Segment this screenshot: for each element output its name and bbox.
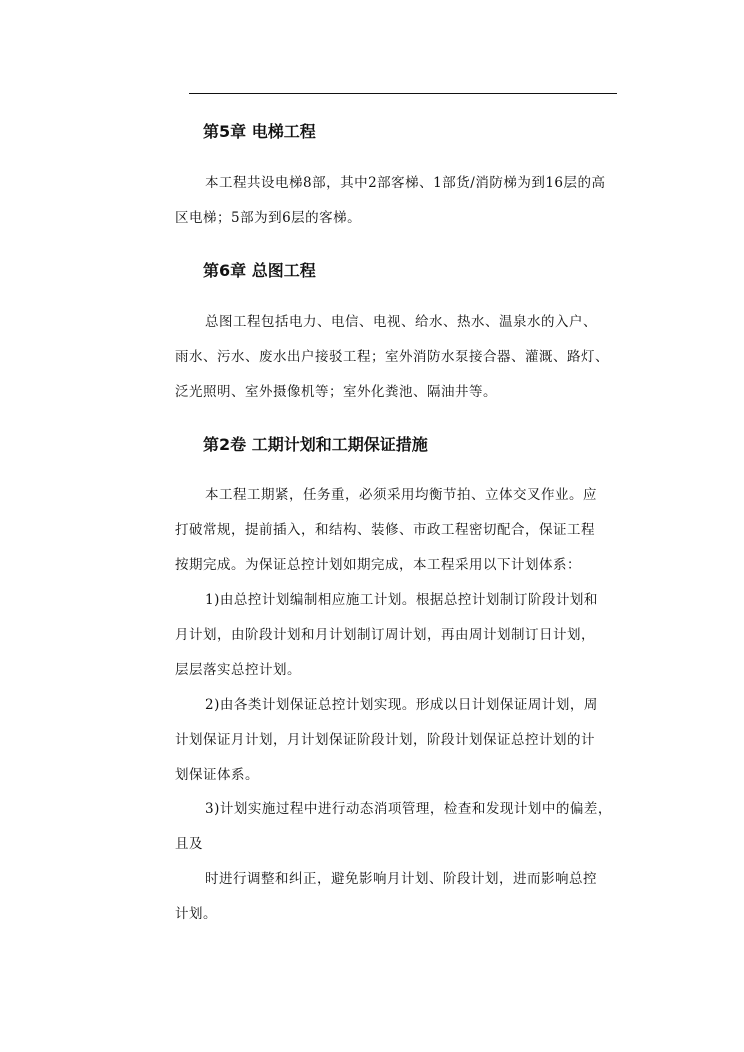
chapter6-line-2: 雨水、污水、废水出户接驳工程；室外消防水泵接合器、灌溉、路灯、 (175, 349, 609, 365)
volume2-heading: 第2卷 工期计划和工期保证措施 (203, 435, 428, 454)
volume2-intro-line-2: 打破常规，提前插入，和结构、装修、市政工程密切配合，保证工程 (175, 522, 595, 538)
item3-line-4: 计划。 (175, 906, 217, 922)
item1-line-3: 层层落实总控计划。 (175, 662, 301, 678)
chapter5-line-2: 区电梯；5部为到6层的客梯。 (175, 210, 362, 226)
chapter6-heading: 第6章 总图工程 (203, 261, 316, 280)
chapter5-heading: 第5章 电梯工程 (203, 122, 316, 141)
item2-line-3: 划保证体系。 (175, 767, 259, 783)
item3-line-2: 且及 (175, 836, 203, 852)
item1-line-2: 月计划，由阶段计划和月计划制订周计划，再由周计划制订日计划， (175, 627, 595, 643)
volume2-intro-line-3: 按期完成。为保证总控计划如期完成，本工程采用以下计划体系： (175, 557, 581, 573)
item2-line-2: 计划保证月计划，月计划保证阶段计划，阶段计划保证总控计划的计 (175, 732, 595, 748)
item2-line-1: 2)由各类计划保证总控计划实现。形成以日计划保证周计划，周 (205, 697, 598, 713)
item3-line-3: 时进行调整和纠正，避免影响月计划、阶段计划，进而影响总控 (205, 871, 597, 887)
header-rule (189, 93, 617, 94)
chapter6-line-3: 泛光照明、室外摄像机等；室外化粪池、隔油井等。 (175, 384, 497, 400)
chapter6-line-1: 总图工程包括电力、电信、电视、给水、热水、温泉水的入户、 (205, 314, 597, 330)
volume2-intro-line-1: 本工程工期紧，任务重，必须采用均衡节拍、立体交叉作业。应 (205, 487, 597, 503)
chapter5-line-1: 本工程共设电梯8部，其中2部客梯、1部货/消防梯为到16层的高 (205, 175, 606, 191)
item1-line-1: 1)由总控计划编制相应施工计划。根据总控计划制订阶段计划和 (205, 592, 598, 608)
item3-line-1: 3)计划实施过程中进行动态消项管理，检查和发现计划中的偏差， (205, 801, 612, 817)
